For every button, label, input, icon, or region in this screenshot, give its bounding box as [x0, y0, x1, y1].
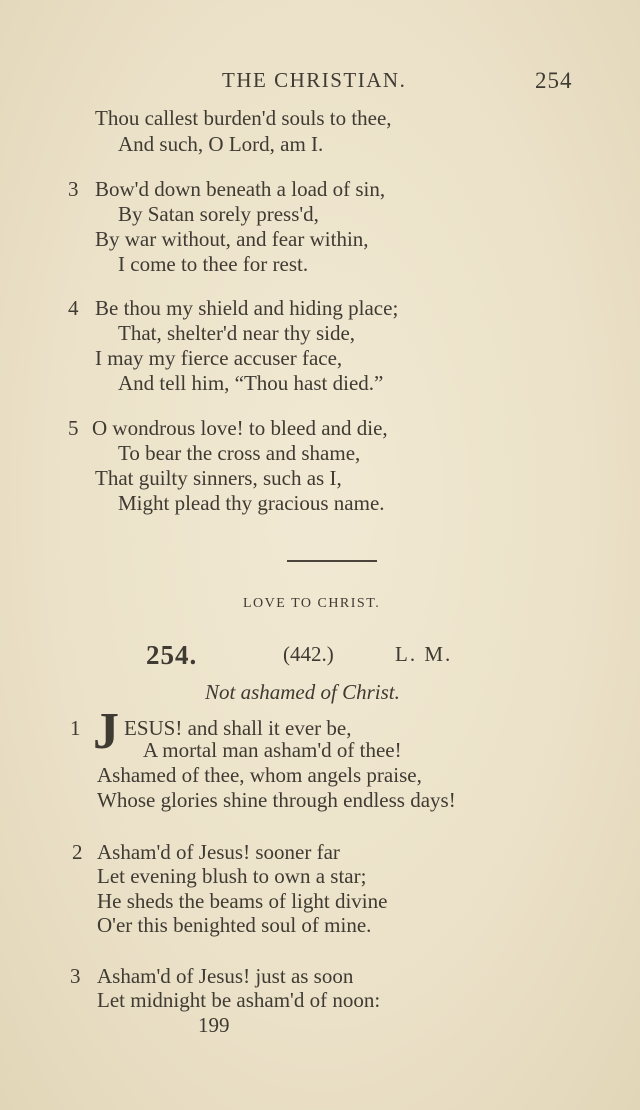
verse-line: By Satan sorely press'd,: [118, 202, 319, 226]
verse-line: Be thou my shield and hiding place;: [95, 296, 399, 320]
hymn-subtitle: Not ashamed of Christ.: [205, 680, 400, 704]
signature-mark: 199: [198, 1013, 230, 1037]
stanza-number: 1: [70, 716, 81, 740]
verse-line: Asham'd of Jesus! just as soon: [97, 964, 354, 988]
hymn-number: 254.: [146, 640, 198, 670]
hymn-alt-number: (442.): [283, 642, 334, 666]
verse-line: And such, O Lord, am I.: [118, 132, 324, 156]
hymn-meter: L. M.: [395, 642, 453, 666]
verse-line: He sheds the beams of light divine: [97, 889, 388, 913]
verse-line: To bear the cross and shame,: [118, 441, 361, 465]
verse-line: Whose glories shine through endless days!: [97, 788, 456, 812]
verse-line: And tell him, “Thou hast died.”: [118, 371, 384, 395]
stanza-number: 4: [68, 296, 79, 320]
stanza-number: 3: [70, 964, 81, 988]
verse-line: I come to thee for rest.: [118, 252, 309, 276]
running-title: THE CHRISTIAN.: [222, 68, 407, 92]
section-divider: [287, 560, 377, 562]
verse-line: I may my fierce accuser face,: [95, 346, 343, 370]
verse-line: Bow'd down beneath a load of sin,: [95, 177, 386, 201]
page-header: [0, 64, 640, 100]
verse-line: Let evening blush to own a star;: [97, 864, 367, 888]
verse-line: O'er this benighted soul of mine.: [97, 913, 372, 937]
section-title: LOVE TO CHRIST.: [243, 596, 381, 611]
verse-line: Ashamed of thee, whom angels praise,: [97, 763, 422, 787]
stanza-number: 3: [68, 177, 79, 201]
verse-line: ESUS! and shall it ever be,: [124, 716, 352, 740]
drop-cap: J: [93, 703, 119, 760]
stanza-number: 2: [72, 840, 83, 864]
verse-line: Thou callest burden'd souls to thee,: [95, 106, 392, 130]
verse-line: That, shelter'd near thy side,: [118, 321, 356, 345]
stanza-number: 5: [68, 416, 79, 440]
verse-line: O wondrous love! to bleed and die,: [92, 416, 388, 440]
verse-line: Let midnight be asham'd of noon:: [97, 988, 381, 1012]
hymn-heading: [0, 640, 640, 670]
verse-line: By war without, and fear within,: [95, 227, 369, 251]
verse-line: A mortal man asham'd of thee!: [143, 738, 402, 762]
verse-line: That guilty sinners, such as I,: [95, 466, 342, 490]
verse-line: Might plead thy gracious name.: [118, 491, 385, 515]
page-number: 254: [535, 68, 573, 93]
verse-line: Asham'd of Jesus! sooner far: [97, 840, 340, 864]
